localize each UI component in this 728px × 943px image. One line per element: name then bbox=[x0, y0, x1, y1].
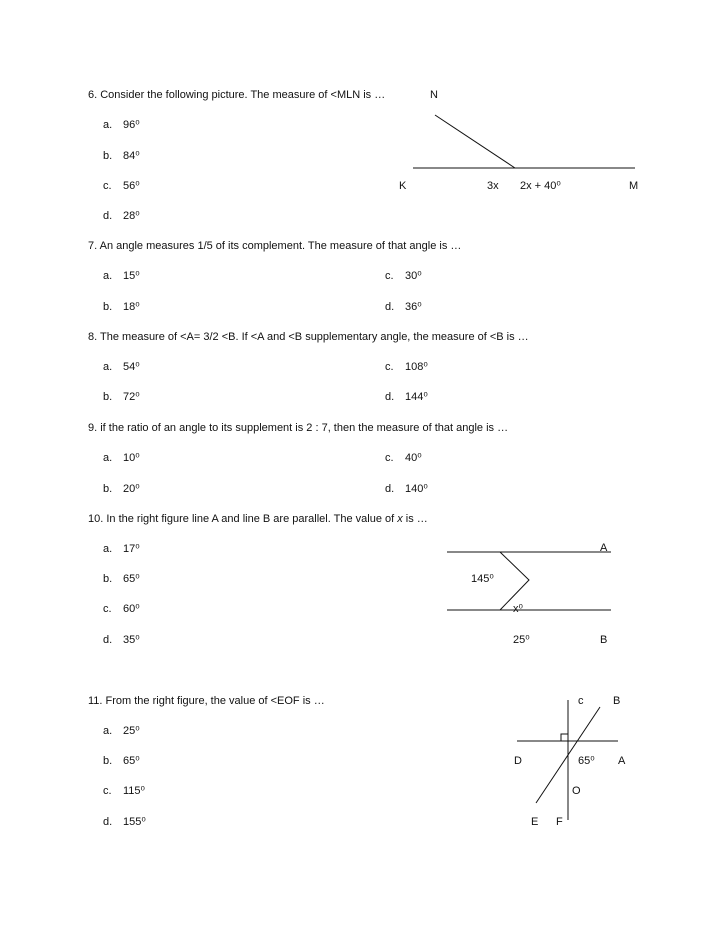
option-letter: b. bbox=[103, 391, 113, 403]
option-letter: d. bbox=[103, 816, 113, 828]
option-letter: a. bbox=[103, 725, 113, 737]
label-n: N bbox=[430, 89, 438, 101]
option-text: 20⁰ bbox=[123, 483, 140, 495]
label-a: A bbox=[618, 755, 626, 767]
question-9-stem: 9. if the ratio of an angle to its supplement is 2 : 7, then the measure of that angle is … bbox=[88, 422, 509, 434]
option-letter: b. bbox=[103, 483, 113, 495]
option-letter: c. bbox=[385, 452, 394, 464]
option-letter: d. bbox=[103, 210, 113, 222]
option-text: 10⁰ bbox=[123, 452, 140, 464]
option-letter: a. bbox=[103, 543, 113, 555]
option-text: 65⁰ bbox=[123, 755, 140, 767]
option-text: 36⁰ bbox=[405, 301, 422, 313]
option-text: 65⁰ bbox=[123, 573, 140, 585]
option-text: 17⁰ bbox=[123, 543, 140, 555]
option-text: 28⁰ bbox=[123, 210, 140, 222]
label-line-a: A bbox=[600, 542, 608, 554]
stem-end: is … bbox=[402, 513, 428, 525]
option-text: 72⁰ bbox=[123, 391, 140, 403]
question-8-stem: 8. The measure of <A= 3/2 <B. If <A and <B supplementary angle, the measure of <B is … bbox=[88, 331, 529, 343]
option-letter: d. bbox=[385, 391, 395, 403]
question-6-stem: 6. Consider the following picture. The measure of <MLN is … bbox=[88, 89, 386, 101]
option-letter: a. bbox=[103, 119, 113, 131]
option-text: 18⁰ bbox=[123, 301, 140, 313]
option-text: 144⁰ bbox=[405, 391, 428, 403]
option-text: 155⁰ bbox=[123, 816, 146, 828]
label-o: O bbox=[572, 785, 581, 797]
label-25: 25⁰ bbox=[513, 634, 530, 646]
option-text: 30⁰ bbox=[405, 270, 422, 282]
option-letter: d. bbox=[103, 634, 113, 646]
option-text: 108⁰ bbox=[405, 361, 428, 373]
option-letter: d. bbox=[385, 301, 395, 313]
option-letter: a. bbox=[103, 270, 113, 282]
label-145: 145⁰ bbox=[471, 573, 494, 585]
option-text: 140⁰ bbox=[405, 483, 428, 495]
option-text: 115⁰ bbox=[123, 785, 145, 797]
question-7-stem: 7. An angle measures 1/5 of its complement. The measure of that angle is … bbox=[88, 240, 462, 252]
label-c: c bbox=[578, 695, 584, 707]
option-letter: d. bbox=[385, 483, 395, 495]
stem-text: 10. In the right figure line A and line B are parallel. The value of bbox=[88, 513, 398, 525]
option-text: 35⁰ bbox=[123, 634, 140, 646]
option-text: 84⁰ bbox=[123, 150, 140, 162]
option-text: 56⁰ bbox=[123, 180, 140, 192]
option-letter: b. bbox=[103, 573, 113, 585]
option-letter: c. bbox=[385, 270, 394, 282]
option-letter: c. bbox=[103, 785, 112, 797]
option-letter: c. bbox=[103, 603, 112, 615]
right-angle-marker bbox=[561, 734, 568, 741]
option-text: 25⁰ bbox=[123, 725, 140, 737]
option-letter: b. bbox=[103, 301, 113, 313]
option-text: 60⁰ bbox=[123, 603, 140, 615]
label-m: M bbox=[629, 180, 639, 192]
label-2x-plus-40: 2x + 40⁰ bbox=[520, 180, 561, 192]
option-letter: b. bbox=[103, 755, 113, 767]
label-x: x⁰ bbox=[513, 603, 523, 615]
label-f: F bbox=[556, 816, 563, 828]
option-text: 15⁰ bbox=[123, 270, 140, 282]
label-e: E bbox=[531, 816, 539, 828]
stem-variable: x bbox=[397, 513, 403, 525]
option-letter: c. bbox=[385, 361, 394, 373]
option-text: 96⁰ bbox=[123, 119, 140, 131]
option-text: 54⁰ bbox=[123, 361, 140, 373]
option-letter: c. bbox=[103, 180, 112, 192]
label-3x: 3x bbox=[487, 180, 499, 192]
option-letter: a. bbox=[103, 452, 113, 464]
label-k: K bbox=[399, 180, 407, 192]
option-letter: a. bbox=[103, 361, 113, 373]
label-d: D bbox=[514, 755, 522, 767]
label-65: 65⁰ bbox=[578, 755, 595, 767]
label-line-b: B bbox=[600, 634, 608, 646]
option-text: 40⁰ bbox=[405, 452, 422, 464]
label-b: B bbox=[613, 695, 621, 707]
question-11-stem: 11. From the right figure, the value of <EOF is … bbox=[88, 695, 325, 707]
option-letter: b. bbox=[103, 150, 113, 162]
